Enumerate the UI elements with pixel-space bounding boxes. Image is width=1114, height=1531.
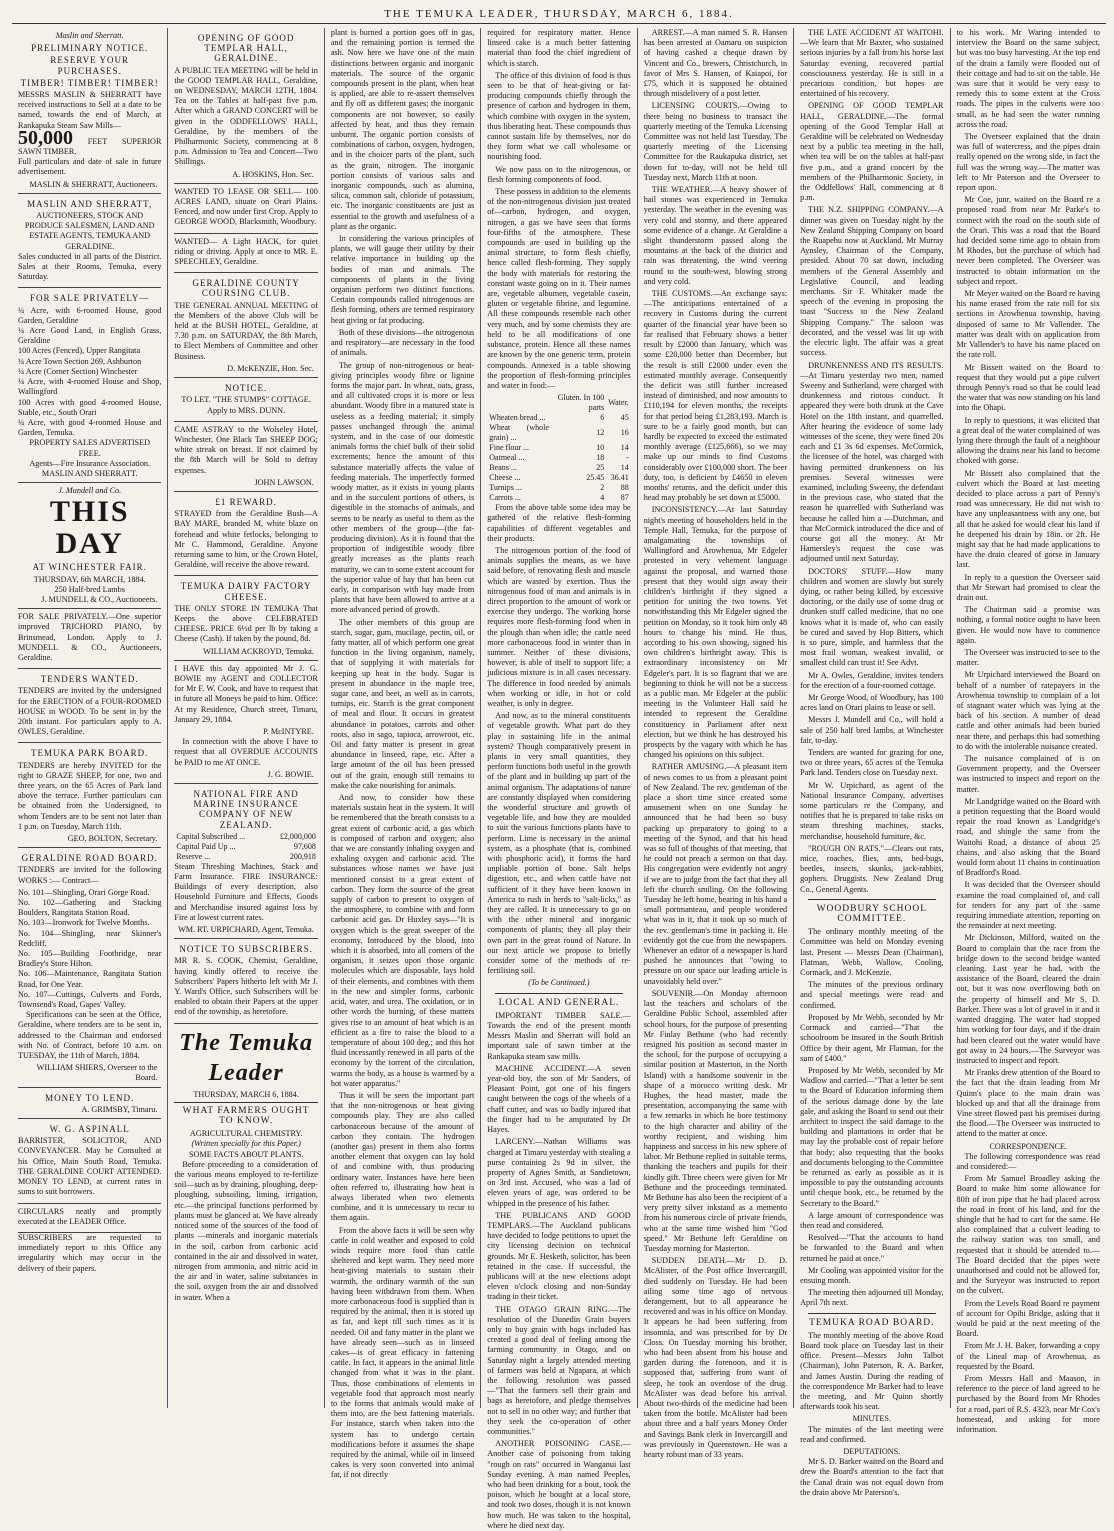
- article-paragraph: Both of these divisions—the nitrogenous and respiratory—are necessary in the food of animals.: [330, 327, 475, 358]
- advert-body: BARRISTER, SOLICITOR, AND CONVEYANCER. May be Consulted at his Office, Main South Road, Temuka. THE GERALDINE COURT ATTENDED. MONEY TO LEND, at current rates in sums to suit borrowers.: [18, 1136, 162, 1197]
- report-paragraph: From Mr Samuel Broadley asking the Board to make him some allowance for 80ft of iron pipe that he had placed across the road in front of his land, and for the shingle that he had to cart for the same. He also complained that a culvert leading to the railway station was too small, and requested that it should be attended to.—The Board decided that the pipes were unauthorised and could not be allowed for, and the Surveyor was instructed to report on the culvert.: [956, 1174, 1100, 1296]
- table-cell: 16: [620, 428, 629, 438]
- advert-heading: W. G. ASPINALL: [49, 1124, 130, 1135]
- advert-body: TENDERS are invited by the undersigned for the ERECTION of a FOUR-ROOMED HOUSE in WOOD. To be sent in by the 20th instant. For particulars apply to A. OWLES, Geraldine.: [18, 686, 162, 737]
- report-paragraph: Mr Landgridge waited on the Board with a petition requesting that the Board would repair the road known as Landgridge's road, and shingle the same from the Waitohi Road, a distance of about 25 chains, and also asking that the Board would form about 11 chains in continuation of Bradford's Road.: [956, 796, 1100, 878]
- advert-this-day: [18, 483, 161, 609]
- advert-reward: [174, 492, 317, 576]
- advert-big-text: FEET SUPERIOR SAWN TIMBER.: [18, 136, 162, 157]
- advert-body: TENDERS are hereby INVITED for the right to GRAZE SHEEP, for one, two and three years, on the 65 Acres of Park land above the terrace. Further particulars can be obtained from the Undersigned, to whom Tenders are to be sent not later than 1 p.m. on Tuesday, March 11th.: [18, 760, 162, 831]
- advert-heading: NATIONAL FIRE AND MARINE INSURANCE COMPANY OF NEW ZEALAND.: [193, 789, 299, 830]
- news-item: DRUNKENNESS AND ITS RESULTS.—At Timaru yesterday two men, named Sweeny and Sutherland, were charged with drunkenness and riotous conduct. It appeared they were both drunk at the Cave Hotel on the 18th instant, and quarrelled. After hearing the evidence of some lady witnesses of the scene, they were fined 20s each and £1 3s 6d expenses. McCormick, the licensee of the hotel, was charged with having permitted drunkenness on his premises. Several witnesses were examined, including Sweeny, the defendant in the previous case, who stated that the reason he quarrelled with Sutherland was because he called him a —Dutchman, and that McCormick introduced the dice and of course got all the money. At Mr Hamersley's request the case was adjourned until next Saturday.: [800, 360, 944, 564]
- article-paragraph: From the above facts it will be seen why cattle in cold weather and exposed to cold winds require more food than cattle sheltered and kept warm. They need more heat-giving materials to sustain their warmth, the ordinary warmth of the sun having been withdrawn from them. When more carbonaceous food is supplied than is required by the animal, then it is stored up as fat, and kept till such times as it is needed. Oil and fatty matter in the plant we have already seen—such as in linseed cakes—is of great efficacy in fattening cattle. In fact, it appears in the animal little changed from what it was in the plant. Thus, those combinations of elements in vegetable food that approach most nearly to the forms that animals would make of them into, are the best fattening materials. For instance, starch when taken into the system has to undergo certain modifications before it assumes the shape required by the animal, while oil in linseed cakes is very soon converted into animal fat, if not directly: [330, 1225, 475, 1480]
- table-cell: 97,608: [293, 841, 316, 851]
- article-paragraph: Thus it will be seen the important part that the non-nitrogenous or heat giving compounds play. They are also called carbonaceous because of the amount of carbon they contain. The hydrogen (another gas) present in them also forms another element that oxygen can lay hold of and combine with, thus producing ordinary water. Instances have here been often referred to, illustrating how heat is always liberated when two elements combine, and it is unnecessary to recur to them again.: [330, 1090, 475, 1223]
- advert-signature: J. MUNDELL & CO., Auctioneers.: [41, 594, 158, 604]
- advert-body: CAME ASTRAY to the Wolseley Hotel, Winchester, One Black Tan SHEEP DOG; white streak on breast. If not claimed by the 8th March will be Sold to defray expenses.: [174, 424, 318, 475]
- table-header: Water.: [608, 398, 629, 408]
- advert-heading: GERALDINE COUNTY COURSING CLUB.: [192, 278, 300, 299]
- table-cell: -: [626, 453, 629, 463]
- report-paragraph: Mr Meyer waited on the Board re having his name erased from the rate roll for six sections in Arowhenua township, having disposed of same to Mr Vallender. The matter was dealt with on application from Mr Vallender's to have his name placed on the rate roll.: [956, 289, 1100, 360]
- sale-item: ¼ Acre (Corner Section) Winchester: [18, 366, 138, 376]
- advert-body: SUBSCRIBERS are requested to immediately report to this Office any irregularity which may occur in the delivery of their papers.: [18, 1232, 162, 1273]
- sale-item: ¼ Acre Town Section 269, Ashburton: [18, 356, 142, 366]
- table-row: [174, 852, 317, 862]
- table-cell: 25: [596, 463, 605, 473]
- article-section: SOME FACTS ABOUT PLANTS.: [188, 1149, 304, 1159]
- sale-item: ¼ Acre, with 4-roomed House and Shop, Wallingford: [18, 377, 162, 397]
- advert-signature: JOHN LAWSON.: [254, 477, 314, 487]
- advert-tail: PROPERTY SALES ADVERTISED FREE.: [29, 438, 151, 458]
- report-paragraph: In reply to questions, it was elicited that a great deal of the water complained of was lying there through the fault of a neighbour allowing the drains near his land to become choked with gorse.: [956, 415, 1100, 466]
- table-cell: Wheat (whole grain) ...: [489, 423, 549, 443]
- table-cell: 25.45: [586, 473, 605, 483]
- report-paragraph: The Overseer was instructed to see to the matter.: [956, 647, 1100, 668]
- news-item: MACHINE ACCIDENT.—A seven year-old boy, the son of Mr Sanders, of Pleasant Point, got one of his fingers caught between the cogs of the wheels of a chaff cutter, and was so badly injured that the finger had to be amputated by Dr Hayes.: [487, 1063, 631, 1135]
- advert-road-board: [18, 848, 161, 1087]
- divider: [495, 993, 622, 994]
- table-cell: 12: [596, 428, 605, 438]
- sale-item: 100 Acres (Fenced), Upper Rangitata: [18, 346, 141, 356]
- subsection-heading: DEPUTATIONS.: [843, 1447, 901, 1457]
- advert-tenders-wanted: [18, 669, 161, 743]
- report-paragraph: The nuisance complained of is on Government property, and the Overseer was instructed to inspect and report on the matter.: [956, 754, 1100, 794]
- table-cell: 6: [600, 413, 605, 423]
- advert-lease: [174, 184, 317, 234]
- table-cell: 18: [596, 453, 605, 463]
- gluten-table: [487, 393, 630, 503]
- advert-to-let: [174, 378, 317, 422]
- advert-signature: WM. RT. URPICHARD, Agent, Temuka.: [178, 925, 314, 935]
- report-paragraph: From the Levels Road Board re payment of account for Opihi Bridge, asking that it would be paid at the next meeting of the Board.: [956, 1298, 1100, 1339]
- table-row: [487, 473, 630, 483]
- advert-signature: A. GRIMSBY, Timaru.: [81, 1104, 158, 1114]
- table-row: [487, 443, 630, 453]
- advert-heading: £1 REWARD.: [215, 496, 277, 507]
- contract-item: No. 107—Cuttings, Culverts and Fords, Townsend's Road, Gapes' Valley.: [18, 989, 162, 1010]
- table-cell: Reserve ...: [176, 851, 211, 861]
- advert-body: I HAVE this day appointed Mr J. G. BOWIE my AGENT and COLLECTOR for Mr F. W. Cook, and have to request that in future all Moneys be paid to him. Office: At my Residence, Church street, Timaru, January 29, 1884.: [174, 663, 318, 724]
- report-paragraph: From Mr J. H. Baker, forwarding a copy of the Lineal map of Arowhenua, as requested by the Board.: [956, 1341, 1100, 1371]
- advert-signature: WILLIAM SHIERS, Overseer to the Board.: [36, 1063, 158, 1083]
- advert-heading: MONEY TO LEND.: [45, 1092, 135, 1103]
- article-subheading: AGRICULTURAL CHEMISTRY.: [189, 1129, 303, 1139]
- table-cell: Beans ...: [489, 463, 517, 473]
- advert-aspinall: [18, 1119, 161, 1203]
- news-item: ARREST.—A man named S. R. Hansen has been arrested at Oamaru on suspicion of having cashed a cheque drawn by Vincent and Co., brewers, Christchurch, in favor of Mrs S. Hansen, of Kaiapoi, for £75, which it is supposed he obtained through misdelivery of a post letter.: [643, 28, 788, 99]
- article-paragraph: Before proceeding to a consideration of the various means employed to re-fertilize soil—such as by draining, ploughing, deep-ploughing, subsoiling, liming, irrigation, etc.—the principal functions performed by plants must be glanced at. We have already noticed some of the sources of the food of plants —minerals and inorganic materials in the soil, carbon from carbonic acid contained in the air and dissolved in water, nitrogen from ammonia, and nitric acid in the air and in water, saline substances in the soil, oxygen from the air and dissolved in water. When a: [174, 1159, 318, 1302]
- column-2: [168, 28, 324, 1408]
- report-paragraph: The ordinary monthly meeting of the Committee was held on Monday evening last. Present — Messrs Dean (Chairman), Flatman, Webb, Wallow, Cooling, Cormack, and J. McKenzie.: [800, 927, 944, 978]
- table-cell: 14: [620, 463, 629, 473]
- article-paragraph: In considering the various principles of plants, we will gauge their utility by their relative importance in building up the bodies of man and animals. The components of plants in the living organism perform two distinct functions. Certain compounds called nitrogenous are flesh forming, others are termed respiratory heat giving or fat producing.: [330, 234, 475, 325]
- advert-subscribers-notice: [174, 939, 317, 1023]
- continued-note: (To be Continued.): [528, 978, 590, 988]
- advert-auctioneers: [18, 194, 161, 289]
- column-4: [481, 28, 637, 1530]
- news-item: Mr A. Owles, Geraldine, invites tenders for the erection of a four-roomed cottage.: [800, 670, 944, 690]
- news-item: THE WEATHER.—A heavy shower of hail stones was experienced in Temuka yesterday. The weather in the evening was very cold and stormy, and there appeared some evidence of a change. At Geraldine a slight thunderstorm passed along the mountains at the back of the district and rain was threatening, the wind veering round to the south-west, blowing strong and very cold.: [643, 185, 788, 286]
- capital-table: [174, 832, 317, 862]
- advert-heading: TENDERS WANTED.: [40, 674, 139, 685]
- advert-body: Specifications can be seen at the Office, Geraldine, where tenders are to be sent in, addressed to the Chairman and endorsed with No. of Contract, before 10 a.m. on TUESDAY, the 11th of March, 1884.: [18, 1010, 162, 1061]
- subsection-heading: CORRESPONDENCE.: [989, 1141, 1068, 1151]
- report-paragraph: Proposed by Mr Webb, seconded by Mr Cormack and carried—"That the schoolroom be insured in the South British Office by their agent, Mr Flatman, for the sum of £400.": [800, 1012, 944, 1063]
- news-item: "ROUGH ON RATS."—Clears out rats, mice, roaches, flies, ants, bed-bugs, beetles, insects, skunks, jack-rabbits, gophers. Druggists. New Zealand Drug Co., General Agents.: [800, 843, 944, 894]
- advert-signature: Agents—Fire Insurance Association. MASLIN AND SHERRATT.: [29, 458, 151, 478]
- table-cell: 14: [620, 443, 629, 453]
- column-6: [794, 28, 950, 1497]
- advert-timber-sale: [18, 28, 161, 194]
- sale-item: 100 Acres with good 4-roomed House, Stable, etc., South Orari: [18, 397, 162, 417]
- table-row: [174, 832, 317, 842]
- sale-item: ¼ Acre, with 6-roomed House, good Garden, Geraldine: [18, 305, 162, 325]
- advert-body: TO LET. "THE STUMPS" COTTAGE. Apply to MRS. DUNN.: [181, 395, 311, 415]
- article-paragraph: The other members of this group are starch, sugar, gum, mucilage, pectin, oil, or fatty matter, all of which perform one great function in the living organism, namely, that of supplying it with materials for keeping up heat in the body. Sugar is present in abundance in the maple tree, sugar cane, and beet, as well as in carrots, turnips, etc. Starch is the great component of meal and flour. It occurs in greatest abundance in potatoes, carrots and other roots, also in sago, tapioca, arrowroot, etc. Oil and fatty matter is present in great abundance in linseed, rape, etc. After a large amount of the oil has been pressed out of the grain, enough still remains to make the cake nourishing for animals.: [330, 617, 475, 790]
- advert-agent: [174, 661, 317, 784]
- section-heading: WOODBURY SCHOOL COMMITTEE.: [816, 903, 928, 925]
- advert-heading: NOTICE.: [225, 383, 268, 394]
- table-cell: Carrots ...: [489, 493, 521, 503]
- report-paragraph: Mr Coe, junr, waited on the Board re a proposed road from near Mr Parke's to connect with the road on the south side of the Orari. This was a road that the Board had decided some time ago to obtain from M Rhodes, but the purchase of which had never been completed. The Overseer was instructed to obtain information on the subject and report.: [956, 195, 1100, 286]
- table-row: [487, 463, 630, 473]
- contract-item: No. 103—Ironwork for Twelve Months.: [18, 918, 150, 928]
- advert-signature: P. McINTYRE.: [263, 726, 314, 736]
- advert-signature: D. McKENZIE, Hon. Sec.: [227, 363, 314, 373]
- column-7: [951, 28, 1106, 1435]
- news-item: THE LATE ACCIDENT AT WAITOHI.—We learn that Mr Baxter, who sustained serious injuries by a fall from his horse last Saturday evening, recovered partial consciousness yesterday. He is still in a precarious condition, but hopes are entertained of his recovery.: [800, 28, 944, 99]
- news-item: DOCTORS' STUFF.—How many children and women are slowly but surely dying, or rather being killed, by excessive doctoring, or the daily use of some drug or drunken stuff called medicine, that no one knows what it is made of, who can easily be cured and saved by Hop Bitters, which is so pure, simple, and harmless that the most frail woman, weakest invalid, or smallest child can trust it! See Advt.: [800, 566, 944, 668]
- divider: [808, 1313, 935, 1314]
- advert-body: FOR SALE PRIVATELY.—One superior improved TRICHORD PIANO, by Brinsmead, London. Apply to J. MUNDELL & CO., Auctioneers, Geraldine.: [18, 612, 162, 662]
- advert-heading: GERALDINE ROAD BOARD.: [21, 853, 158, 864]
- advert-body: WANTED TO LEASE OR SELL— 100 ACRES LAND, situate on Orari Plains. Fenced, and now under first Crop. Apply to GEORGE WOOD, Blacksmith, Woodbury.: [174, 186, 318, 227]
- news-item: ANOTHER POISONING CASE.—Another case of poisoning from taking "rough on rats" occurred in Wanganui last Sunday evening. A man named Peeples, who had been drinking for a bout, took the poison, which he bought at a local store, and took two doses, though it is not known how much. He was taken to the hospital, where he died next day.: [487, 1439, 631, 1530]
- article-note: (Written specially for this Paper.): [191, 1139, 301, 1149]
- advert-templar-hall: [174, 28, 317, 184]
- advert-park-board: [18, 743, 161, 848]
- advert-date: THURSDAY, 6th MARCH, 1884.: [33, 574, 146, 584]
- advert-body: THE GENERAL ANNUAL MEETING of the Members of the above Club will be held at the BUSH HOTEL, Geraldine, at 7.30 p.m. on SATURDAY, the 8th March, to Elect Members of Committee and other Business.: [174, 300, 318, 361]
- report-paragraph: The Overseer explained that the drain was full of watercress, and the pipes drain really opened on the wrong side, in fact the full was the wrong way.—The matter was left to Mr Paterson and the Overseer to report upon.: [956, 132, 1100, 193]
- newspaper-nameplate: The Temuka Leader: [179, 1029, 314, 1086]
- advert-body: THE ONLY STORE IN TEMUKA That Keeps the above CELEBRATED CHEESE. PRICE 6½d per lb by taking a Cheese (Cash). If taken by the pound, 8d.: [174, 603, 318, 644]
- advert-big-number: 50,000: [18, 126, 73, 149]
- advert-body: CIRCULARS neatly and promptly executed at the LEADER Office.: [18, 1206, 162, 1226]
- columns: [12, 28, 1106, 1530]
- sale-item: ¼ Acre, with good 4-roomed House and Garden, Temuka.: [18, 417, 162, 438]
- table-cell: Capital Subscribed ...: [176, 831, 246, 841]
- report-paragraph: Mr Urpichard interviewed the Board on behalf of a number of ratepayers in the Arowhenua township to complain of a lot of stagnant water which was lying at the back of his section. A number of dead cattle and other animals had been buried near there, and perhaps this had something to do with the intolerable nuisance created.: [956, 670, 1100, 751]
- news-item: THE PUBLICANS AND GOOD TEMPLARS.—The Auckland publicans have decided to lodge petitions to upset the city licensing decision on technical grounds. Mr E. Hesketh, solicitor, has been retained in the case. If successful, the publicans will at the new elections adopt eleven o'clock closing and non-Sunday trading in their ticket.: [487, 1210, 631, 1302]
- advert-signature: A. HOSKINS, Hon. Sec.: [232, 169, 314, 179]
- advert-body: Sales conducted in all parts of the District. Sales at their Rooms, Temuka, every Saturday.: [18, 251, 162, 282]
- advert-insurance: [174, 784, 317, 939]
- advert-body: In connection with the above I have to request that all OVERDUE ACCOUNTS be PAID to me AT ONCE.: [174, 737, 318, 767]
- contract-item: No. 102—Gathering and Stacking Boulders, Rangitata Station Road.: [18, 898, 162, 918]
- report-paragraph: Resolved—"That the accounts to hand be forwarded to the Board and when returned be paid at once.": [800, 1233, 944, 1263]
- article-paragraph: These possess in addition to the elements of the non-nitrogenous division just treated of—carbon, hydrogen, and oxygen, nitrogen, a gas we have seen that forms four-fifths of the atmosphere. These compounds are used in building up the animal structure, to form flesh chiefly, hence called flesh-forming. They supply the body with materials for restoring the constant waste going on in it. Their names are, vegetable albumen, vegetable casein, gluten or vegetable fibrine, and legumine. All these compounds resemble each other very much, and by some chemists they are held to be all modifications of one substance, protein. Hence all these names are known by the one generic term, protein compounds. Annexed is a table showing the proportion of flesh-forming principles and water in food:—: [487, 187, 631, 390]
- news-item: Tenders are wanted for grazing for one, two or three years, 65 acres of the Temuka Park land. Tenders close on Tuesday next.: [800, 748, 944, 778]
- advert-money-lend: [18, 1088, 161, 1119]
- column-1: [12, 28, 168, 1408]
- report-paragraph: The minutes of the previous ordinary and special meetings were read and confirmed.: [800, 980, 944, 1010]
- contract-item: No. 105—Building Footbridge, near Bradley's Store Hilton.: [18, 949, 162, 969]
- page-masthead: THE TEMUKA LEADER, THURSDAY, MARCH 6, 1884.: [12, 4, 1106, 24]
- report-paragraph: Mr Dickinson, Milford, waited on the Board to complain that the race from the bridge down to the second bridge wanted cleaning. Last year he had, with the assistance of the Board, cleared the drain out, but it was now overflowing both on the property of himself and Mr S. D. Barker. There was a lot of gravel in it and it wanted dragging. The water had stopped him working for four days, and if the drain had been cleared out the water would have got away in 24 hours.—The Surveyor was instructed to inspect and report.: [956, 933, 1100, 1065]
- article-paragraph: The group of non-nitrogenous or heat-giving principles woody fibre or lignine forms the major part. In wheat, oats, grass, and all cultivated crops it is more or less abundant. Woody fibre in a matured state is useless as a feeding material; it simply passes unchanged through the animal system, and in the case of our domestic animals forms the chief bulk of their solid excrements; hence the amount of this substance materially affects the value of feeding materials. The imperfectly formed woody matter, as it exists in young plants and in the succulent portions of others, is digestible in the stomachs of animals, and seems to be nearly as useful to them as the other members of the group—(the fat-producing division). As it is found that the proportion of indigestible woody fibre greatly increases as the plants reach maturity, we can to some extent account for the superior value of hay that has been cut early, in comparison with hay made from plants that have been allowed to arrive at a more advanced period of growth.: [330, 360, 475, 615]
- advert-body: A PUBLIC TEA MEETING will be held in the GOOD TEMPLAR HALL, Geraldine, on WEDNESDAY, MARCH 12TH, 1884. Tea on the Tables at half-past five p.m. After which a GRAND CONCERT will be given in the ODDFELLOWS' HALL, Geraldine, by the members of the Philharmonic Society, commencing at 8 p.m. Admission to Tea and Concert—Two Shillings.: [174, 65, 318, 167]
- article-paragraph: From the above table some idea may be gathered of the relative flesh-forming capabilities of different vegetables and their products.: [487, 503, 631, 543]
- article-paragraph: The office of this division of food is thus seen to be that of heat-giving or fat-producing compounds chiefly through the presence of carbon and hydrogen in them, which combine with oxygen in the system, thus liberating heat. These compounds thus cannot sustain life by themselves, nor do they form what we call wholesome or nourishing food.: [487, 70, 631, 162]
- advert-signature: MASLIN & SHERRATT, Auctioneers.: [29, 179, 158, 189]
- advert-heading: MASLIN AND SHERRATT,: [27, 198, 153, 209]
- advert-heading: TEMUKA DAIRY FACTORY CHEESE.: [180, 581, 312, 602]
- advert-signature: GEO. BOLTON, Secretary.: [67, 834, 158, 843]
- advert-body: Steam Threshing Machines, Stack and Farm Insurance. FIRE INSURANCE: Buildings of every description, also Household Furniture and Effects, Goods and Merchandise insured against loss by Fire at lowest current rates.: [174, 861, 318, 922]
- contract-item: No. 104—Shingling, near Skinner's Redcliff.: [18, 928, 162, 948]
- article-paragraph: And now, as to the mineral constituents of vegetable growth. What part do they play in sustaining life in the animal system? Though comparatively present in plants in very small quantities, they perform functions both useful in the growth of the plant and in building up part of the animal organism. The adaptations of nature are constantly displayed when considering the wonderful structure and growth of vegetable life, and how they are moulded to suit the various functions plants have to perform. Lime is necessary in the animal system, as a phosphate (that is, combined with phosphoric acid), it forms the hard unpliable portion of bone. Salt helps digestion, etc., and when cattle have not sufficient of it they have been known in America to rush in herds to "salt-licks," as they are called. It is unnecessary to go on with the other mineral and inorganic components of plants; they all play their own part in the great round of Nature. In our next article we propose to briefly consider some of the methods of re-fertilising soil.: [487, 711, 631, 976]
- report-paragraph: Mr Bissett waited on the Board to request that they would put a pipe culvert through Penny's road so that he could lead the water that was now standing on his land into the Ohapi.: [956, 362, 1100, 413]
- advert-hack: [174, 234, 317, 274]
- report-paragraph: Proposed by Mr Webb, seconded by Mr Wadlow and carried—"That a letter be sent to the Board of Education informing them of the serious damage done by the late gale, and asking the Board to send out their architect to inspect the said damage to the building and plantations in order that he may lay the probable cost of repair before that body; also requesting that the books and documents belonging to the Committee be returned as early as possible as it is impossible to pay the outstanding accounts until cheque book, etc., be returned by the Secretary to the Board.": [800, 1065, 944, 1208]
- news-item: THE N.Z. SHIPPING COMPANY.—A dinner was given on Tuesday night by the New Zealand Shipping Company on board the Ruapehu now at Auckland. Mr Murray Aynsley, Chairman of the Company, presided. About 70 sat down, including members of the General Assembly and Legislative Council, and leading merchants. Sir F. Whitaker made the speech of the evening in proposing the toast "Success to the New Zealand Shipping Company." The saloon was decorated, and the vessel was lit up with the electric light. The affair was a great success.: [800, 205, 944, 358]
- report-paragraph: A large amount of correspondence was then read and considered.: [800, 1210, 944, 1230]
- report-paragraph: Mr Franks drew attention of the Board to the fact that the drain leading from Mr Quinn's place to the main drain was blocked up and that all the drainage from Vine street flowed past his premises during the flood.—The Overseer was instructed to attend to the matter at once.: [956, 1068, 1100, 1139]
- advert-subheading: AUCTIONEERS, STOCK AND PRODUCE SALESMEN, LAND AND ESTATE AGENTS, TEMUKA AND GERALDINE.: [24, 211, 155, 251]
- table-cell: 88: [620, 483, 629, 493]
- advert-signature: J. G. BOWIE.: [267, 769, 314, 779]
- advert-subscribers: [18, 1233, 161, 1274]
- report-paragraph: The meeting then adjourned till Monday, April 7th next.: [800, 1288, 944, 1308]
- advert-cheese: [174, 576, 317, 660]
- report-paragraph: Mr Bissett also complained that the culvert which the Board at last meeting decided to place across a part of Penny's road was unnecessary. He did not wish to have any unpleasantness with any one, but all that he asked for would clear his land if he deepened his drain by 18in. or 2ft. He might say that he had made applications to have the drain cleared of gorse in January last.: [956, 468, 1100, 570]
- subsection-heading: MINUTES.: [852, 1414, 892, 1424]
- advert-heading: PRELIMINARY NOTICE.: [31, 43, 149, 54]
- article-paragraph: required for respiratory matter. Hence linseed cake is a much better fattening material than food the chief ingredient of which is starch.: [487, 28, 631, 68]
- section-heading: LOCAL AND GENERAL.: [498, 997, 620, 1008]
- advert-big-heading: THIS DAY: [49, 495, 130, 561]
- table-cell: 10: [596, 443, 605, 453]
- news-item: INCONSISTENCY.—At last Saturday night's meeting of householders held in the Temple Hall, Temuka, for the purpose of amalgamating the townships of Wallingford and Arowhenua, Mr Edgeler protested in very vehement language against the proposal, and warned those present that they would sign away their children's birthright if they signed a petition for uniting the two towns. Yet notwithstanding this Mr Edgeler signed the petition on Monday, so it took him only 48 hours to change his mind. He thus, according to his own showing, signed his own children's birthright away. This is extraordinary inconsistency on Mr Edgeler's part. It is so flagrant that we are beginning to think he will not be a success as a public man. Mr Edgeler at the public meeting in the Volunteer Hall said he intended to represent the Geraldine constituency in Parliament after next election, but we think he has destroyed his prospects by the vagary with which he has changed his opinions on this subject.: [643, 505, 788, 760]
- table-header: Gluten. In 100 parts: [557, 393, 605, 413]
- table-cell: 200,918: [289, 851, 316, 861]
- news-item: Messrs J. Mundell and Co., will hold a sale of 250 half bred lambs, at Winchester fair, to-day.: [800, 715, 944, 745]
- issue-date: THURSDAY, MARCH 6, 1884.: [174, 1090, 317, 1103]
- table-cell: 45: [620, 413, 629, 423]
- news-item: OPENING OF GOOD TEMPLAR HALL, GERALDINE.—The formal opening of the Good Templar Hall at Geraldine will be celebrated on Wednesday next by a public tea meeting in the hall, when tea will be on the tables at half-past five p.m., and a grand concert by the members of the Philharmonic Society, in the Oddfellows' Hall, commencing at 8 p.m.: [800, 101, 944, 203]
- advert-byline: J. Mundell and Co.: [58, 486, 122, 496]
- report-paragraph: The monthly meeting of the above Road Board took place on Tuesday last in their office. Present—Messrs John Talbot (Chairman), John Paterson, R. A. Barker, and James Austin. During the reading of the correspondence Mr Barker had to leave the meeting, and Mr Quinn shortly afterwards took his seat.: [800, 1330, 944, 1412]
- column-3: [325, 28, 481, 1480]
- advert-body: STRAYED from the Geraldine Bush—A BAY MARE, branded M, white blaze on forehead and white fetlocks, belonging to Mr C. Hammond, Geraldine. Anyone returning same to him, or the Crown Hotel, Geraldine, will receive the above reward.: [174, 509, 318, 570]
- advert-body: MESSRS MASLIN & SHERRATT have received instructions to Sell at a date to be named, towards the end of March, at Rankapuka Steam Saw Mills—: [18, 90, 162, 130]
- advert-heading: AT WINCHESTER FAIR.: [32, 562, 147, 573]
- column-5: [638, 28, 794, 1460]
- table-cell: 87: [620, 493, 629, 503]
- advert-body: Full particulars and date of sale in future advertisement.: [18, 157, 162, 177]
- article-paragraph: And now, to consider how these materials sustain heat in the system. It will be remembered that the breath consists to a great extent of carbonic acid, a gas which is composed of carbon and oxygen; also that we are constantly inhaling oxygen and exhaling oxygen and carbonic acid. The substances whose names we have just mentioned consist to a great extent of carbon. They form the source of the great supply of carbon to present to oxygen of the atmosphere, to combine with and form carbonic acid gas. Dr Huxley says—"It is oxygen which is the great sweeper of the economy. Introduced by the blood, into which it is absorbed, into all corners of the organism, it seizes upon those organic molecules which are disposable, lays hold of their elements, and combines with them in the new and simpler forms, carbonic acid, water, and urea. The oxidation, or in other words the burning, of these matters gives rise to an amount of heat which is as efficient as a fire to raise the blood to a temperature of about 100 deg.; and this hot fluid incessantly renewed in all parts of the economy by the torrent of the circulation, warms the body, as a house is warmed by a hot water apparatus.": [330, 793, 475, 1088]
- table-row: [174, 842, 317, 852]
- advert-item: 250 Half-bred Lambs: [54, 584, 125, 594]
- article-paragraph: plant is burned a portion goes off in gas, and the remaining portion is termed the ash. Now here we have one of the main distinctions between organic and inorganic materials. The source of the organic compounds present in the plant, when heat is applied, are able to re-assert themselves and fly off as different gases; the inorganic components are not however, so easily affected by heat, and thus they remain unburnt. The organic portion consists of combinations of carbon, oxygen, hydrogen, and in the choicer parts of the plant, such as the grain, nitrogen. The inorganic portion consists of various salts and inorganic compounds, such as alumina, silica, common salt, chloride of potassium, etc. The inorganic constituents are just as essential to the growth and usefulness of a plant as the organic.: [330, 28, 475, 231]
- table-row: [487, 413, 630, 423]
- advert-circulars: [18, 1204, 161, 1233]
- advert-body: TENDERS are invited for the following WORKS :— Contract—: [18, 865, 162, 885]
- table-cell: Cheese ...: [489, 473, 521, 483]
- report-paragraph: The minutes of the last meeting were read and confirmed.: [800, 1424, 944, 1444]
- news-item: LICENSING COURTS.—Owing to there being no business to transact the quarterly meeting of the Temuka Licensing Committee was not held last Tuesday. The quarterly meeting of the Licensing Committee for the Raukapuka district, set down for to-day, will not be held till Tuesday next, March 11th at noon.: [643, 101, 788, 182]
- advert-heading: FOR SALE PRIVATELY—: [29, 293, 150, 304]
- report-paragraph: Mr Cooling was appointed visitor for the ensuing month.: [800, 1265, 944, 1285]
- table-cell: £2,000,000: [279, 831, 316, 841]
- contract-item: No. 101—Shingling, Orari Gorge Road.: [18, 887, 150, 897]
- report-paragraph: It was decided that the Overseer should examine the road complained of, and call for tenders for any part of the same requiring immediate attention, reporting on the remainder at next meeting.: [956, 880, 1100, 931]
- news-item: Mr George Wood, of Woodbury, has 100 acres land on Orari plains to lease or sell.: [800, 693, 944, 713]
- advert-byline: Maslin and Sherratt.: [55, 31, 124, 40]
- advert-heading: OPENING OF GOOD TEMPLAR HALL, GERALDINE.: [197, 33, 295, 64]
- advert-big-line: [18, 126, 162, 157]
- advert-heading: TIMBER! TIMBER! TIMBER!: [20, 77, 159, 88]
- table-cell: Capital Paid Up ...: [176, 841, 236, 851]
- table-cell: Wheaten bread ...: [489, 413, 546, 423]
- advert-body: WANTED— A Light HACK, for quiet riding or driving. Apply at once to MR. E. SPEECHLEY, Geraldine.: [174, 236, 318, 267]
- article-paragraph: The nitrogenous portion of the food of animals supplies the means, as we have said before, of renovating flesh and muscle which are wasted by exertion. Thus the nitrogenous food of man and animals is in direct proportion to the amount of work or exercise they undergo. The working horse requires more flesh-forming food when in the plough than when idle; the cattle need more carbonaceous food in winter than in summer. Neither of these divisions, however, is able of itself to support life; a judicious mixture is in all cases necessary. The difference in food needed by animals when working or idle, in hot or cold weather, is only in degree.: [487, 545, 631, 708]
- table-row: [487, 493, 630, 503]
- table-cell: Turnips ...: [489, 483, 522, 493]
- news-item: Mr W. Urpichard, as agent of the National Insurance Company, advertises some particulars re the Company, and notifies that he is prepared to take risks on steam threshing machines, stacks, merchandise, household furniture, &c.: [800, 780, 944, 841]
- advert-coursing-club: [174, 273, 317, 378]
- report-paragraph: From Messrs Hall and Maason, in reference to the piece of land agreed to be purchased by the Board from Mr Rhodes for a road, part of R.S. 4323, near Mr Cox's homestead, and asking for more information.: [956, 1374, 1100, 1435]
- advert-signature: WILLIAM ACKROYD, Temuka.: [203, 646, 314, 656]
- advert-heading: TEMUKA PARK BOARD.: [30, 748, 149, 759]
- advert-body: MR R. S. COOK, Chemist, Geraldine, having kindly offered to receive the Subscribers' Papers hitherto left with Mr J. Y. Ward's Office, such Subscribers will be enabled to obtain their Papers at the upper end of the township, as heretofore.: [174, 956, 318, 1017]
- report-paragraph: In reply to a question the Overseer said that Mr Stewart had promised to clear the drain out.: [956, 572, 1100, 602]
- news-item: RATHER AMUSING.—A pleasant item of news comes to us from a pleasant point of New Zealand. The rev. gentleman of the place a short time since created some amusement when on one Sunday he announced that he had been so busy packing up preparatory to going to a meeting of the Synod, and that his head was so full of thoughts of that meeting, that he could not preach a sermon on that day. His congregation were evidently not angry if we are to judge from the fact that they all left the church smiling. On the following Tuesday he left home, bearing in his hand a small portmanteau, and people wondered what was in it, that it took up so much of the rev. gentleman's time in packing it. He evidently got the cue from the newspapers. Whenever an editor of a newspaper is hard pushed he announces that "owing to pressure on our space our leading article is unavoidably held over.": [643, 762, 788, 986]
- advert-astray: [174, 422, 317, 492]
- report-paragraph: Mr S. D. Barker waited on the Board and drew the Board's attention to the fact that the Canal drain was not equal down from the drain above Mr Paterson's.: [800, 1457, 944, 1497]
- news-item: THE CUSTOMS.—An exchange says:—The anticipations entertained of a recovery in Customs during the current quarter of the financial year have been so far realised that February shows a better result by £2000 than January, which was some £20,000 better than December, but the result is still £2000 under even the estimated monthly average. Consequently the deficit was still further increased instead of diminished, and now amounts to £110,194 for eleven months, the receipts for that period being £1,283,193. March is sure to be a fairly good month, but can hardly be expected to exceed the estimated monthly average (£125,666), so we may make up our minds to find Customs considerably over £100,000 short. The beer duty, too, is deficient by £4650 in eleven months' returns, and the deficit under this head may probably be set down at £5000.: [643, 289, 788, 503]
- table-cell: 2: [600, 483, 605, 493]
- table-row: [487, 483, 630, 493]
- table-cell: 4: [600, 493, 605, 503]
- report-paragraph: to his work. Mr Waring intended to interview the Board on the same subject, but was too busy harvesting. At the top end of the drain a family were flooded out of their cottage and had to sit on the table. He was sure that it would be very easy to remedy this to some extent at the Cross roads. The pipes in the culverts were too small, as he had seen the water running across the road.: [956, 28, 1100, 129]
- news-item: LARCENY.—Nathan Williams was charged at Timaru yesterday with stealing a purse containing 2s 9d in silver, the property of Agnes Smith, at Sandietown, on 3rd inst. Accused, who was a lad of eleven years of age, was ordered to be whipped in the presence of his father.: [487, 1137, 631, 1208]
- table-cell: 36.41: [610, 473, 629, 483]
- table-row: [487, 423, 630, 443]
- news-item: IMPORTANT TIMBER SALE.—Towards the end of the present month Messrs Maslin and Sherratt will hold an important sale of sawn timber at the Rankapuka steam saw mills.: [487, 1010, 631, 1061]
- table-row: [487, 453, 630, 463]
- news-item: THE OTAGO GRAIN RING.—The resolution of the Dunedin Grain buyers only to buy grain with bags included has created a good deal of feeling among the farming community in Otago, and on Saturday night a largely attended meeting of farmers was held at Ngapara, at which the following resolution was passed—"That the farmers sell their grain and bags as heretofore, and pledge themselves not to sell in no other way; and further that they seek the co-operation of other communities.": [487, 1304, 631, 1436]
- article-paragraph: We now pass on to the nitrogenous, or flesh forming components of food.: [487, 164, 631, 184]
- advert-heading: NOTICE TO SUBSCRIBERS.: [179, 944, 313, 955]
- table-cell: Oatmeal ...: [489, 453, 525, 463]
- advert-heading: RESERVE YOUR PURCHASES.: [50, 55, 130, 76]
- news-item: SUDDEN DEATH.—Mr D. D. McAlister, of the Post office Invercargill, died suddenly on Tuesday. He had been ailing some time ago of nervous derangement, but to all appearance he recovered and was in his office on Monday. It appears he had been suffering from insomnia, and was prescribed for by Dr Closs. On Tuesday morning his brother, who had been absent from his house and garden during the forenoon, and it is supposed that, suffering from want of sleep, he took an overdose of the drug. McAlister was dead before his arrival. About two-thirds of the medicine had been taken from the bottle. McAlister had been about three and a half years Money Order and Savings Bank clerk in Invercargill and was previously in Queenstown. He was a hearty robust man of 33 years.: [643, 1256, 788, 1460]
- report-paragraph: The Chairman said a promise was nothing, a formal notice ought to have been given. He would now have to commence again.: [956, 605, 1100, 645]
- advert-for-sale: [18, 288, 161, 483]
- article-heading: WHAT FARMERS OUGHT TO KNOW.: [182, 1105, 310, 1127]
- divider: [808, 899, 935, 900]
- sale-item: ¼ Acre Good Land, in English Grass, Geraldine: [18, 326, 162, 346]
- contract-item: No. 106—Maintenance, Rangitata Station Road, for One Year.: [18, 969, 162, 989]
- report-paragraph: The following correspondence was read and considered:—: [956, 1151, 1100, 1171]
- table-cell: Fine flour ...: [489, 443, 530, 453]
- section-heading: TEMUKA ROAD BOARD.: [809, 1317, 935, 1328]
- table-header: [487, 393, 551, 413]
- table-header-row: [487, 393, 630, 413]
- news-item: SOUVENIR.—On Monday afternoon last the teachers and scholars of the Geraldine Public School, assembled after school hours, for the purpose of presenting Mr Finlay Bethune (who had recently resigned his position as second master in the school, for the purpose of occupying a similar position at Masterton, in the North Island) with a handsome souvenir in the shape of a morocco writing desk. Mr Hughes, the head master, made the presentation, accompanying the same with a few remarks in which he bore testimony to the high character and ability of the worthy recipient, and wishing him happiness and success in his new sphere of labor. Mr Bethune replied in suitable terms, thanking the teachers and pupils for their kindly gift. Three cheers were given for Mr Bethune and the proceedings terminated. Mr Bethune has also been the recipient of a very pretty silver inkstand as a memento from his numerous circle of private friends, who at the same time wished him "God speed." Mr Bethune left Geraldine on Tuesday morning for Masterton.: [643, 988, 788, 1253]
- advert-piano: [18, 609, 161, 669]
